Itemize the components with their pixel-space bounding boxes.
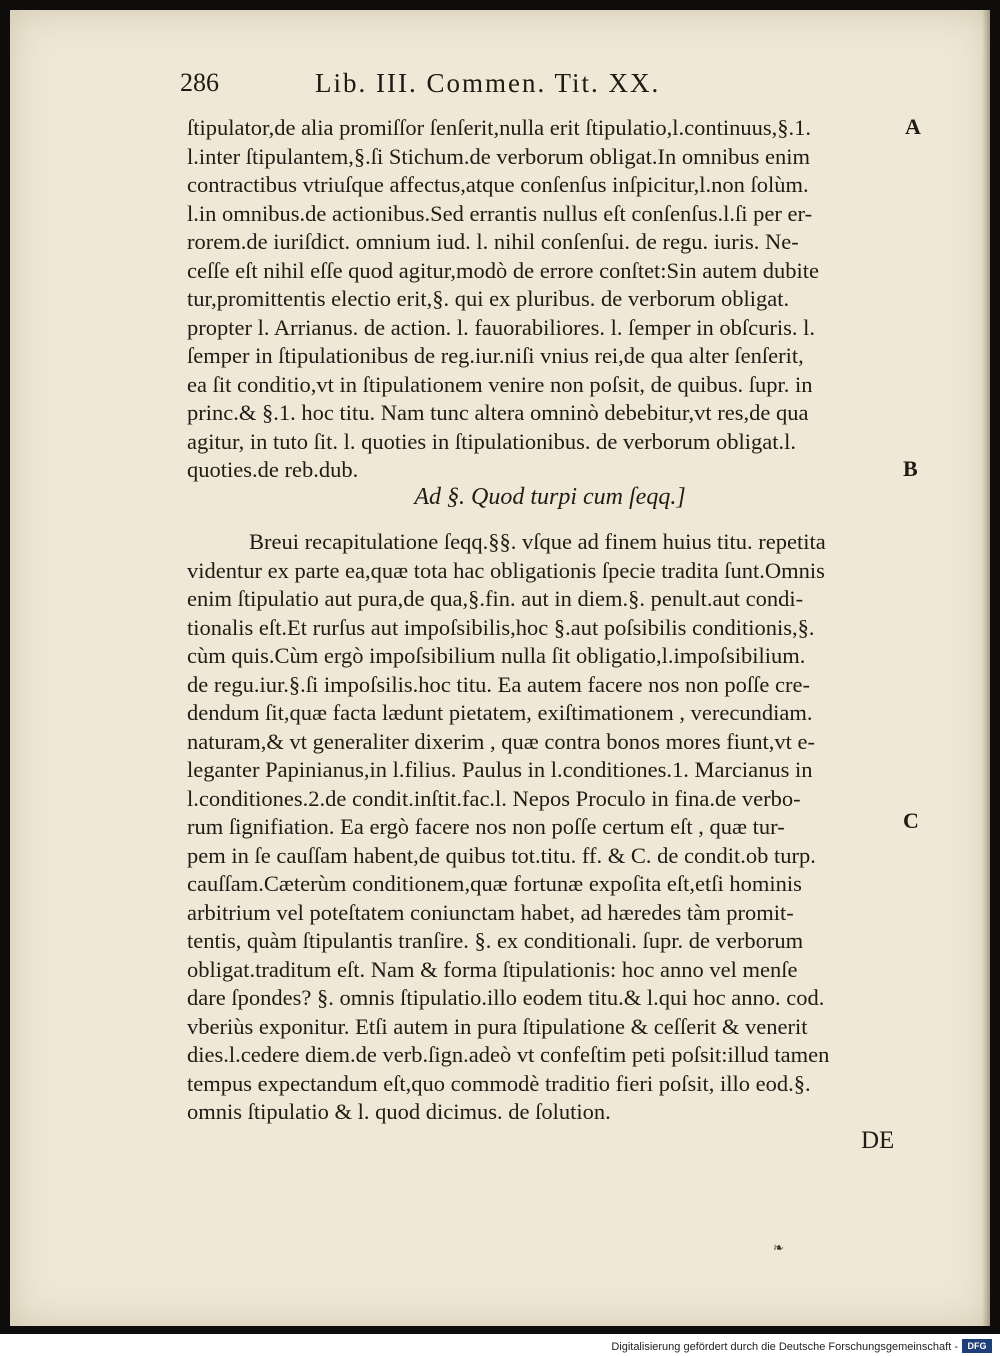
ornament-icon: ❧: [773, 1240, 784, 1255]
text-line: propter l. Arrianus. de action. l. fauorabiliores. l. ſemper in obſcuris. l.: [187, 314, 815, 340]
text-line: ſtipulator,de alia promiſſor ſenſerit,nulla erit ſtipulatio,l.continuus,§.1.: [187, 115, 811, 140]
text-line: rum ſignifiation. Ea ergò facere nos non poſſe certum eſt , quæ tur-: [187, 814, 785, 839]
text-line: dies.l.cedere diem.de verb.ſign.adeò vt confeſtim peti poſsit:illud tamen: [187, 1042, 830, 1067]
page-header: [180, 68, 880, 104]
text-line: cauſſam.Cæterùm conditionem,quæ fortunæ expoſita eſt,etſi hominis: [187, 871, 802, 896]
text-line: agitur, in tuto ſit. l. quoties in ſtipulationibus. de verborum obligat.l.: [187, 428, 797, 454]
text-line: tentis, quàm ſtipulantis tranſire. §. ex conditionali. ſupr. de verborum: [187, 928, 804, 953]
running-title: Lib. III. Commen. Tit. XX.: [315, 68, 661, 98]
text-line: cùm quis.Cùm ergò impoſsibilium nulla ſit obligatio,l.impoſsibilium.: [187, 643, 806, 668]
text-line: tionalis eſt.Et rurſus aut impoſsibilis,hoc §.aut poſsibilis conditionis,§.: [187, 614, 815, 640]
text-line: dare ſpondes? §. omnis ſtipulatio.illo eodem titu.& l.qui hoc anno. cod.: [187, 985, 825, 1010]
page-number: 286: [180, 68, 219, 97]
text-line: arbitrium vel poteſtatem coniunctam habet, ad hæredes tàm promit-: [187, 899, 794, 925]
text-line: princ.& §.1. hoc titu. Nam tunc altera omninò debebitur,vt res,de qua: [187, 400, 809, 425]
text-line: rorem.de iuriſdict. omnium iud. l. nihil conſenſui. de regu. iuris. Ne-: [187, 229, 799, 254]
text-line: l.conditiones.2.de condit.inſtit.fac.l. Nepos Proculo in fina.de verbo-: [187, 785, 801, 811]
text-line: contractibus vtriuſque affectus,atque conſenſus inſpicitur,l.non ſolùm.: [187, 172, 809, 197]
text-line: tempus expectandum eſt,quo commodè traditio fieri poſsit, illo eod.§.: [187, 1070, 811, 1096]
text-line: ea ſit conditio,vt in ſtipulationem venire non poſsit, de quibus. ſupr. in: [187, 371, 813, 397]
text-line: ſemper in ſtipulationibus de reg.iur.niſi vnius rei,de qua alter ſenſerit,: [187, 343, 804, 368]
text-line: obligat.traditum eſt. Nam & forma ſtipulationis: hoc anno vel menſe: [187, 956, 798, 982]
text-line: enim ſtipulatio aut pura,de qua,§.fin. aut in diem.§. penult.aut condi-: [187, 586, 804, 611]
section-heading: Ad §. Quod turpi cum ſeqq.]: [414, 484, 686, 510]
text-line: naturam,& vt generaliter dixerim , quæ contra bonos mores fiunt,vt e-: [187, 728, 815, 754]
text-line: leganter Papinianus,in l.filius. Paulus in l.conditiones.1. Marcianus in: [187, 757, 813, 782]
text-line: l.in omnibus.de actionibus.Sed errantis nullus eſt conſenſus.l.ſi per er-: [187, 200, 813, 226]
text-line: omnis ſtipulatio & l. quod dicimus. de ſolution.: [187, 1099, 611, 1124]
text-line: tur,promittentis electio erit,§. qui ex pluribus. de verborum obligat.: [187, 286, 790, 311]
text-line: vberiùs exponitur. Etſi autem in pura ſtipulatione & ceſſerit & venerit: [187, 1013, 808, 1039]
footer-credit: Digitalisierung gefördert durch die Deutsche Forschungsgemeinschaft -: [611, 1341, 958, 1353]
text-line: ceſſe eſt nihil eſſe quod agitur,modò de errore conſtet:Sin autem dubite: [187, 257, 820, 283]
text-line: videntur ex parte ea,quæ tota hac obligationis ſpecie tradita ſunt.Omnis: [187, 557, 825, 583]
margin-letter-a: A: [905, 114, 921, 139]
paragraph-2: [187, 528, 907, 1127]
paragraph-1: [187, 114, 907, 485]
text-line: de regu.iur.§.ſi impoſsilis.hoc titu. Ea autem facere nos non poſſe cre-: [187, 671, 810, 697]
dfg-logo-icon: DFG: [962, 1339, 992, 1353]
catchword: DE: [861, 1127, 895, 1154]
margin-letter-b: B: [903, 456, 918, 481]
digitization-footer: [0, 1338, 1000, 1356]
text-line: quoties.de reb.dub.: [187, 457, 359, 482]
margin-letter-c: C: [903, 808, 919, 833]
text-line: dendum ſit,quæ facta lædunt pietatem, exiſtimationem , verecundiam.: [187, 700, 813, 725]
text-line: l.inter ſtipulantem,§.ſi Stichum.de verborum obligat.In omnibus enim: [187, 143, 811, 169]
text-line: pem in ſe cauſſam habent,de quibus tot.titu. ff. & C. de condit.ob turp.: [187, 842, 816, 868]
text-line: Breui recapitulatione ſeqq.§§. vſque ad finem huius titu. repetita: [249, 529, 826, 554]
